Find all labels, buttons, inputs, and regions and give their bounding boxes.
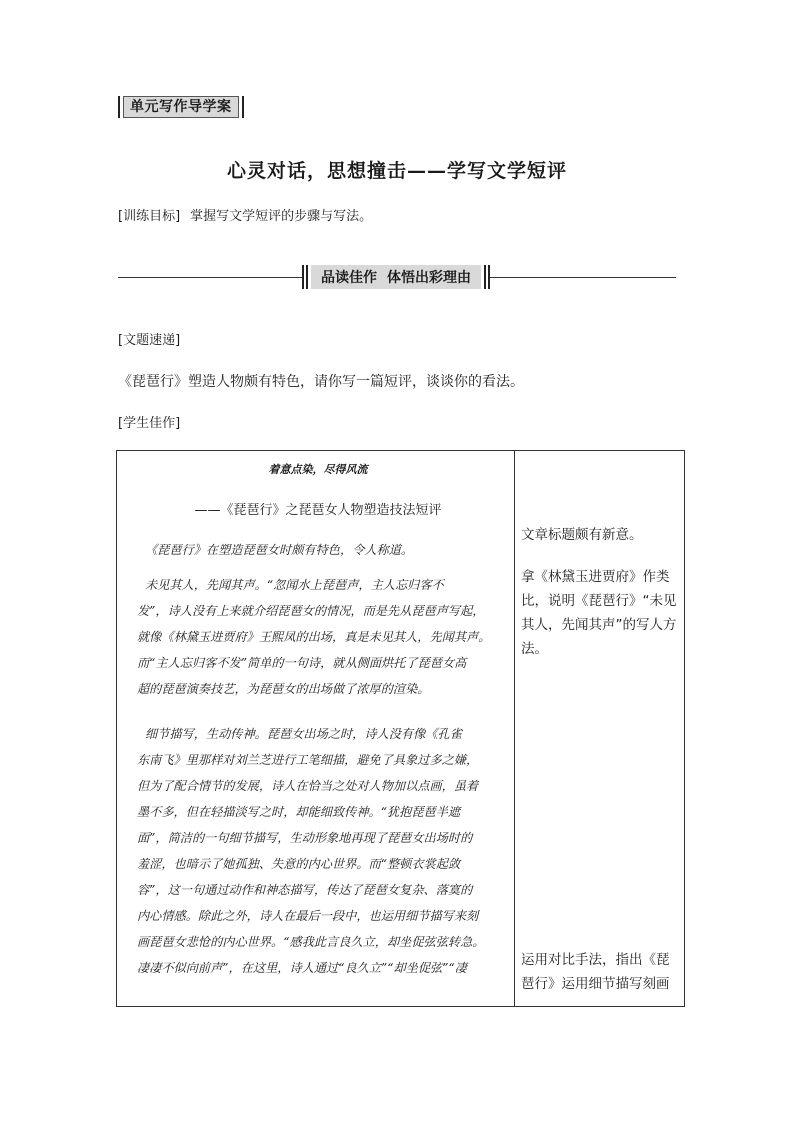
essay-line: 未见其人，先闻其声。“忽闻水上琵琶声，主人忘归客不 (145, 578, 444, 592)
section-title-part2: 体悟出彩理由 (387, 270, 471, 286)
table-column-divider (514, 451, 515, 1006)
section-title-part1: 品读佳作 (321, 270, 377, 286)
essay-line: 凄凄不似向前声”，在这里，诗人通过“良久立”“却坐促弦”“凄 (137, 961, 467, 975)
training-goal-text: 掌握写文学短评的步骤与写法。 (190, 209, 373, 224)
essay-table (116, 450, 685, 1007)
essay-line: 面”，简洁的一句细节描写，生动形象地再现了琵琶女出场时的 (137, 831, 473, 845)
essay-line: 而“主人忘归客不发”简单的一句诗，就从侧面烘托了琵琶女高 (137, 656, 467, 670)
section-header (118, 263, 676, 291)
training-goal-tag: [训练目标] (118, 209, 181, 224)
comment-note: 文章标题颇有新意。 (521, 527, 643, 543)
section-rule-right (490, 277, 676, 278)
essay-title: 着意点染，尽得风流 (268, 463, 368, 476)
section-title-box (302, 263, 490, 291)
essay-line: 羞涩，也暗示了她孤独、失意的内心世界。而“整顿衣裳起敛 (137, 857, 461, 871)
essay-line: 细节描写，生动传神。琵琶女出场之时，诗人没有像《孔雀 (145, 727, 462, 741)
section-rule-left (118, 277, 302, 278)
essay-line: 发”，诗人没有上来就介绍琵琶女的情况，而是先从琵琶声写起， (137, 604, 485, 618)
essay-line: 墨不多，但在轻描淡写之时，却能细致传神。“犹抱琵琶半遮 (137, 805, 461, 819)
unit-tag-left-bar (118, 96, 120, 118)
training-goal (118, 205, 372, 224)
page-title: 心灵对话，思想撞击——学写文学短评 (226, 160, 567, 182)
comment-note: 运用对比手法，指出《琵琶行》运用细节描写刻画 (521, 952, 670, 992)
essay-line: 容”，这一句通过动作和神态描写，传达了琵琶女复杂、落寞的 (137, 883, 473, 897)
essay-line: 东南飞》里那样对刘兰芝进行工笔细描，避免了具象过多之嫌， (137, 753, 479, 767)
essay-line: 超的琵琶演奏技艺，为琵琶女的出场做了浓厚的渲染。 (137, 682, 430, 696)
essay-line: 画琵琶女悲怆的内心世界。“感我此言良久立，却坐促弦弦转急。 (137, 935, 485, 949)
essay-line: 内心情感。除此之外，诗人在最后一段中，也运用细节描写来刻 (137, 909, 479, 923)
unit-tag-label: 单元写作导学案 (123, 96, 239, 118)
unit-tag (118, 96, 244, 118)
essay-line: 《琵琶行》在塑造琵琶女时颇有特色，令人称道。 (145, 543, 414, 557)
essay-line: 就像《林黛玉进贾府》王熙凤的出场，真是未见其人，先闻其声。 (137, 630, 491, 644)
unit-tag-right-bar (242, 96, 244, 118)
essay-subtitle: ——《琵琶行》之琵琶女人物塑造技法短评 (194, 503, 442, 518)
student-essay-heading: [学生佳作] (118, 416, 181, 431)
prompt-text: 《琵琶行》塑造人物颇有特色，请你写一篇短评，谈谈你的看法。 (118, 374, 524, 390)
comment-note: 拿《林黛玉进贾府》作类比，说明《琵琶行》“未见其人，先闻其声”的写人方法。 (521, 569, 677, 657)
essay-line: 但为了配合情节的发展，诗人在恰当之处对人物加以点画，虽着 (137, 779, 479, 793)
prompt-heading: [文题速递] (118, 333, 181, 348)
